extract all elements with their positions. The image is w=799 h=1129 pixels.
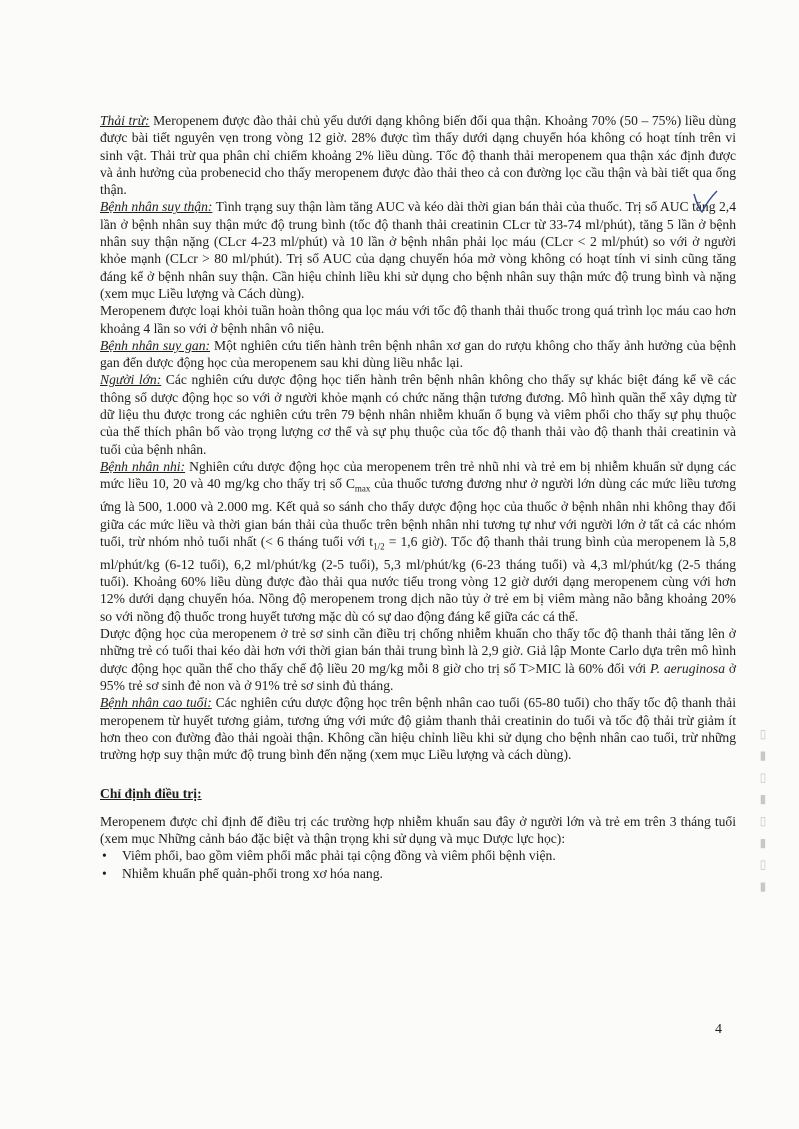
list-item: • Viêm phổi, bao gồm viêm phổi mắc phải tại cộng đồng và viêm phổi bệnh viện. (100, 847, 736, 864)
margin-stamp: ▮ ▯ ▮ ▯ ▮ ▯ ▮ ▯ (756, 726, 770, 895)
text-hepatic-impairment: Một nghiên cứu tiến hành trên bệnh nhân xơ gan do rượu không cho thấy ảnh hưởng của bệnh gan đến dược động học của meropenem sau khi dùng liều nhắc lại. (100, 337, 736, 371)
paragraph-renal-impairment (100, 198, 736, 302)
document-body (100, 112, 736, 882)
heading-indications: Chỉ định điều trị: (100, 786, 202, 802)
label-pediatric: Bệnh nhân nhi: (100, 458, 186, 474)
label-elimination: Thải trừ: (100, 113, 150, 128)
paragraph-pediatric (100, 458, 736, 625)
paragraph-elimination (100, 112, 736, 198)
text-pediatric-a: Nghiên cứu dược động học của meropenem trên trẻ nhũ nhi và trẻ em bị nhiễm khuẩn sử dụng các mức liều 10, 20 và 40 mg/kg cho thấy trị số C (100, 458, 736, 492)
paragraph-dialysis (100, 302, 736, 337)
text-elimination: Meropenem được đào thải chủ yếu dưới dạng không biến đổi qua thận. Khoảng 70% (50 – 75%) liều dùng được bài tiết nguyên vẹn trong vòng 12 giờ. 28% được tìm thấy dưới dạng chuyển hóa không có hoạt tính trên vi sinh vật. Thải trừ qua phân chỉ chiếm khoảng 2% liều dùng. Tốc độ thanh thải meropenem qua thận xác định được và ảnh hưởng của probenecid cho thấy meropenem được đào thải theo cả con đường lọc cầu thận và bài tiết qua ống thận. (100, 113, 736, 198)
label-elderly: Bệnh nhân cao tuổi: (100, 695, 212, 711)
text-elderly: Các nghiên cứu dược động học trên bệnh nhân cao tuổi (65-80 tuổi) cho thấy tốc độ thanh thải meropenem từ huyết tương giảm, tương ứng với mức độ giảm thanh thải creatinin do tuổi và tốc độ thải trừ giảm ít hơn theo con đường đào thải ngoài thận. Không cần hiệu chỉnh liều khi sử dụng cho bệnh nhân cao tuổi, trừ những trường hợp suy thận mức độ trung bình đến nặng (xem mục Liều lượng và cách dùng). (100, 695, 736, 763)
label-hepatic-impairment: Bệnh nhân suy gan: (100, 337, 211, 353)
text-pediatric-c: = 1,6 giờ). Tốc độ thanh thải trung bình của meropenem là 5,8 ml/phút/kg (6-12 tuổi), 6,2 ml/phút/kg (2-5 tuổi), 5,3 ml/phút/kg (6-23 tháng tuổi) và 4,3 ml/phút/kg (2-5 tháng tuổi). Khoảng 60% liều dùng được đào thải qua nước tiểu trong vòng 12 giờ dưới dạng meropenem cùng với hơn 12% dưới dạng chuyển hóa. Nồng độ meropenem trong dịch não tủy ở trẻ em bị viêm màng não bằng khoảng 20% so với nồng độ thuốc trong huyết tương mặc dù có sự dao động đáng kể giữa các cá thể. (100, 533, 736, 624)
half-life-subscript: 1/2 (373, 541, 385, 552)
label-adults: Người lớn: (100, 372, 162, 388)
cmax-subscript: max (354, 483, 371, 494)
text-pediatric-b: của thuốc tương đương như ở người lớn dùng các mức liều tương ứng là 500, 1.000 và 2.000 mg. Kết quả so sánh cho thấy dược động học của thuốc ở bệnh nhân nhi không thay đổi giữa các mức liều và thời gian bán thải của thuốc trên bệnh nhân nhi tương tự như với người lớn ở tất cả các nhóm tuổi, trừ nhóm nhỏ tuổi nhất (< 6 tháng tuổi với t (100, 476, 737, 549)
text-dialysis: Meropenem được loại khỏi tuần hoàn thông qua lọc máu với tốc độ thanh thải thuốc trong quá trình lọc máu cao hơn khoảng 4 lần so với ở bệnh nhân vô niệu. (100, 303, 736, 336)
paragraph-neonates (100, 625, 736, 694)
paragraph-elderly (100, 694, 736, 763)
list-item: • Nhiễm khuẩn phế quản-phổi trong xơ hóa nang. (100, 865, 736, 882)
text-neonates-b: ở 95% trẻ sơ sinh đẻ non và ở 91% trẻ sơ sinh đủ tháng. (100, 660, 737, 693)
label-renal-impairment: Bệnh nhân suy thận: (100, 199, 213, 215)
paragraph-adults (100, 371, 736, 457)
text-adults: Các nghiên cứu dược động học tiến hành trên bệnh nhân không cho thấy sự khác biệt đáng kể về các thông số dược động học so với ở người khỏe mạnh có chức năng thận tương đương. Mô hình quần thể xây dựng từ dữ liệu thu được trong các nghiên cứu trên 79 bệnh nhân nhiễm khuẩn ổ bụng và viêm phổi cho thấy sự phụ thuộc của thể thích phân bố vào trọng lượng cơ thể và sự phụ thuộc của tốc độ thanh thải vào độ thanh thải creatinin và tuổi của bệnh nhân. (100, 372, 736, 457)
paragraph-indications-intro: Meropenem được chỉ định để điều trị các trường hợp nhiễm khuẩn sau đây ở người lớn và trẻ em trên 3 tháng tuổi (xem mục Những cảnh báo đặc biệt và thận trọng khi sử dụng và mục Dược lực học): (100, 813, 736, 847)
text-renal-impairment: Tình trạng suy thận làm tăng AUC và kéo dài thời gian bán thải của thuốc. Trị số AUC tăng 2,4 lần ở bệnh nhân suy thận mức độ trung bình (tốc độ thanh thải creatinin CLcr từ 33-74 ml/phút), tăng 5 lần ở bệnh nhân suy thận nặng (CLcr 4-23 ml/phút) và 10 lần ở bệnh nhân phải lọc máu (CLcr < 2 ml/phút) so với ở người khỏe mạnh (CLcr > 80 ml/phút). Trị số AUC của dạng chuyển hóa mở vòng không có hoạt tính vi sinh cũng tăng đáng kể ở bệnh nhân suy thận. Cần hiệu chỉnh liều khi sử dụng cho bệnh nhân suy thận mức độ trung bình và nặng (xem mục Liều lượng và Cách dùng). (100, 199, 736, 301)
page-number: 4 (715, 1022, 722, 1037)
organism-name: P. aeruginosa (650, 660, 725, 676)
text-neonates-a: Dược động học của meropenem ở trẻ sơ sinh cần điều trị chống nhiễm khuẩn cho thấy tốc độ thanh thải tăng lên ở những trẻ có tuổi thai kéo dài hơn với thời gian bán thải trung bình là 2,9 giờ. Giả lập Monte Carlo dựa trên mô hình dược động học quần thể cho thấy chế độ liều 20 mg/kg mỗi 8 giờ cho trị số T>MIC là 60% đối với (100, 626, 736, 676)
indications-list (100, 847, 736, 882)
pen-checkmark-icon (690, 188, 720, 218)
paragraph-hepatic-impairment (100, 337, 736, 372)
